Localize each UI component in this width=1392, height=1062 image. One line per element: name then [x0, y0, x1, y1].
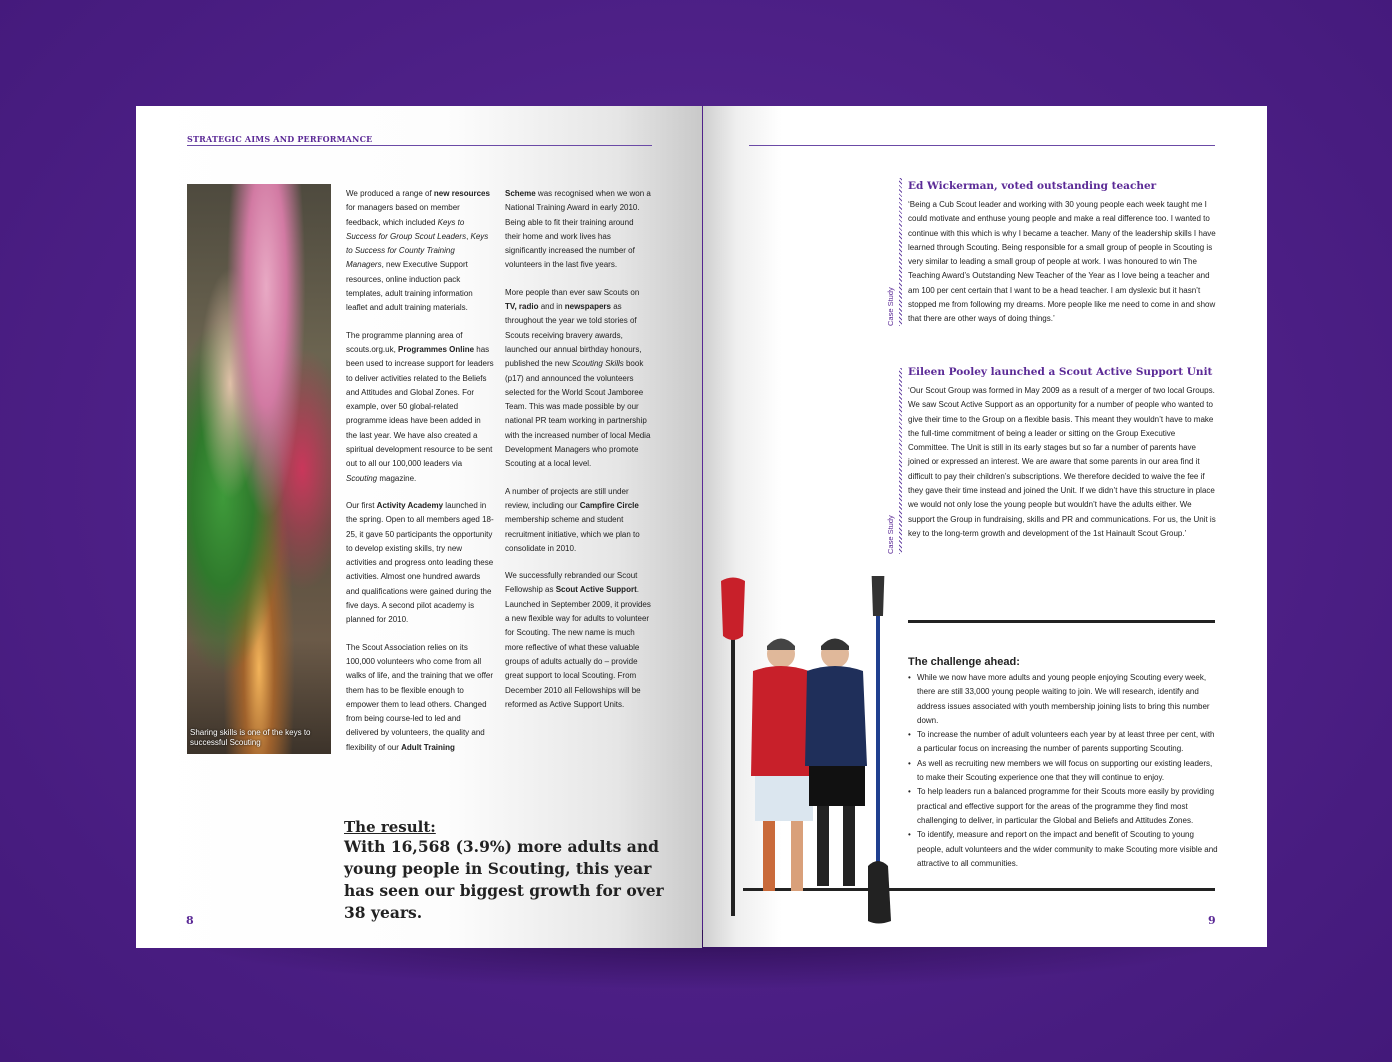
photo-caption: Sharing skills is one of the keys to successful Scouting [190, 728, 311, 747]
col1-paragraph-1: We produced a range of new resources for managers based on member feedback, which included Keys to Success for Group Scout Leaders, Keys to Success for County Training Managers, new Executive Support resources, online induction pack templates, adult training information leaflet and adult training materials. [346, 189, 490, 313]
challenge-top-rule [908, 620, 1215, 623]
case-study-bar-1 [899, 178, 902, 326]
person-1-jacket [751, 666, 813, 776]
col2-paragraph-3: A number of projects are still under review, including our Campfire Circle membership scheme and student recruitment initiative, which we plan to consolidate in 2010. [505, 486, 640, 553]
page-number-left: 8 [186, 914, 194, 927]
col2-paragraph-4: We successfully rebranded our Scout Fellowship as Scout Active Support. Launched in September 2009, it provides a new flexible way for adults to volunteer for Scouting. The new name is much more reflective of what these valuable groups of adults actually do – provide great support to local Scouting. From December 2010 all Fellowships will be reformed as Active Support Units. [505, 571, 651, 709]
result-callout [344, 818, 664, 924]
col1-paragraph-4: The Scout Association relies on its 100,000 volunteers who come from all walks of life, and the training that we offer them has to be flexible enough to empower them to lead others. Changed from being course-led to led and delivered by volunteers, the quality and flexibility of our Adult Training [346, 642, 494, 752]
header-rule-right [749, 145, 1215, 146]
paddle-shaft-red [731, 616, 735, 916]
kayakers-photo [703, 576, 923, 936]
person-2-jacket [805, 666, 867, 766]
case-study-label-1: Case Study [886, 287, 895, 326]
scouts-campfire-photo [187, 184, 331, 754]
result-text: With 16,568 (3.9%) more adults and young people in Scouting, this year has seen our biggest growth for over 38 years. [344, 837, 664, 922]
person-1-shorts [755, 776, 813, 821]
person-2-leg [817, 806, 829, 886]
text-column-1 [346, 187, 494, 768]
person-1-helmet [767, 639, 795, 651]
case-study-2-title: Eileen Pooley launched a Scout Active Support Unit [908, 366, 1213, 378]
col1-paragraph-2: The programme planning area of scouts.org.uk, Programmes Online has been used to increase support for leaders to deliver activities related to the Beliefs and Attitudes and Global Zones. For example, over 50 global-related programme ideas have been added in the last year. We have also created a spiritual development resource to be sent out to all our 100,000 leaders via Scouting magazine. [346, 330, 494, 483]
challenge-title: The challenge ahead: [908, 656, 1020, 668]
case-study-1-text: ‘Being a Cub Scout leader and working with 30 young people each week taught me I could motivate and enthuse young people and make a real difference too. I wanted to continue with this which is why I became a teacher. Many of the leadership skills I have learned through Scouting. Being responsible for a small group of people in Scouting is very similar to leading a small group of people at work. I was honoured to win The Teaching Award’s Outstanding New Teacher of the Year as I love being a teacher and am 100 per cent certain that I want to be a head teacher. I am dyslexic but it hasn’t stopped me from following my dreams. More people like me need to come in and show that there are other ways of doing things.’ [908, 200, 1216, 324]
red-paddle-blade [721, 578, 745, 641]
black-paddle-blade-top [871, 576, 885, 616]
text-column-2 [505, 187, 651, 725]
challenge-item: • While we now have more adults and young people enjoying Scouting every week, there are still 33,000 young people waiting to join. We will research, identify and address issues associated with youth membership joining lists to bring this number down. [916, 671, 1218, 728]
person-2-helmet [821, 639, 849, 651]
challenge-item: • As well as recruiting new members we will focus on supporting our existing leaders, to make their Scouting experience one that they will continue to enjoy. [916, 757, 1218, 786]
case-study-1 [903, 180, 1218, 327]
paddle-shaft-blue [876, 606, 880, 886]
challenge-section [908, 656, 1218, 871]
header-rule [187, 145, 652, 146]
person-2-shorts [809, 766, 865, 806]
challenge-item: • To increase the number of adult volunteers each year by at least three per cent, with a particular focus on increasing the number of parents supporting Scouting. [916, 728, 1218, 757]
challenge-item: • To identify, measure and report on the impact and benefit of Scouting to young people, adult volunteers and the wider community to make Scouting more visible and attractive to all communities. [916, 828, 1218, 871]
page-number-right: 9 [1208, 914, 1216, 927]
case-study-2-text: ‘Our Scout Group was formed in May 2009 as a result of a merger of two local Groups. We saw Scout Active Support as an opportunity for a number of people who wanted to give their time to the Group on a flexible basis. This meant they wouldn’t have to make the full-time commitment of being a leader or sitting on the Group Executive Committee. The Unit is still in its early stages but so far a number of parents have joined or expressed an interest. We are aware that some parents in our area find it difficult to pay their children’s subscriptions. We therefore decided to waive the fee if they gave their time instead and joined the Unit. If we didn’t have this structure in place we would not only lose the young people but wouldn’t have the adults either. We support the Group in fundraising, skills and PR and communications. For us, the Unit is key to the long-term growth and development of the 1st Hainault Scout Group.’ [908, 386, 1216, 538]
person-2-leg [843, 806, 855, 886]
col2-paragraph-2: More people than ever saw Scouts on TV, radio and in newspapers as throughout the year we told stories of Scouts receiving bravery awards, launched our annual birthday honours, published the new Scouting Skills book (p17) and announced the volunteers selected for the World Scout Jamboree Team. This was made possible by our national PR team working in partnership with the increased number of local Media Development Managers who promote Scouting at a local level. [505, 287, 651, 469]
col2-paragraph-1: Scheme was recognised when we won a National Training Award in early 2010. Being able to fit their training around their home and work lives has significantly increased the number of volunteers in the last five years. [505, 189, 651, 270]
case-study-bar-2 [899, 368, 902, 554]
challenge-item: • To help leaders run a balanced programme for their Scouts more easily by providing practical and effective support for the areas of the programme they find most challenging to deliver, in particular the Global and Beliefs and Attitudes Zones. [916, 785, 1218, 828]
left-page [136, 106, 702, 948]
right-page [703, 106, 1267, 947]
person-1-leg [763, 821, 775, 891]
case-study-2 [903, 366, 1218, 541]
person-1-leg [791, 821, 803, 891]
col1-paragraph-3: Our first Activity Academy launched in the spring. Open to all members aged 18-25, it gave 50 participants the opportunity to develop existing skills, try new activities and progress onto leading these activities. Almost one hundred awards and qualifications were gained during the five days. A second pilot academy is planned for 2010. [346, 500, 494, 625]
case-study-1-title: Ed Wickerman, voted outstanding teacher [908, 180, 1157, 192]
case-study-label-2: Case Study [886, 515, 895, 554]
running-head: STRATEGIC AIMS AND PERFORMANCE [187, 134, 373, 144]
result-label: The result: [344, 818, 436, 836]
black-paddle-blade-bottom [868, 861, 891, 924]
challenge-list [908, 671, 1218, 871]
